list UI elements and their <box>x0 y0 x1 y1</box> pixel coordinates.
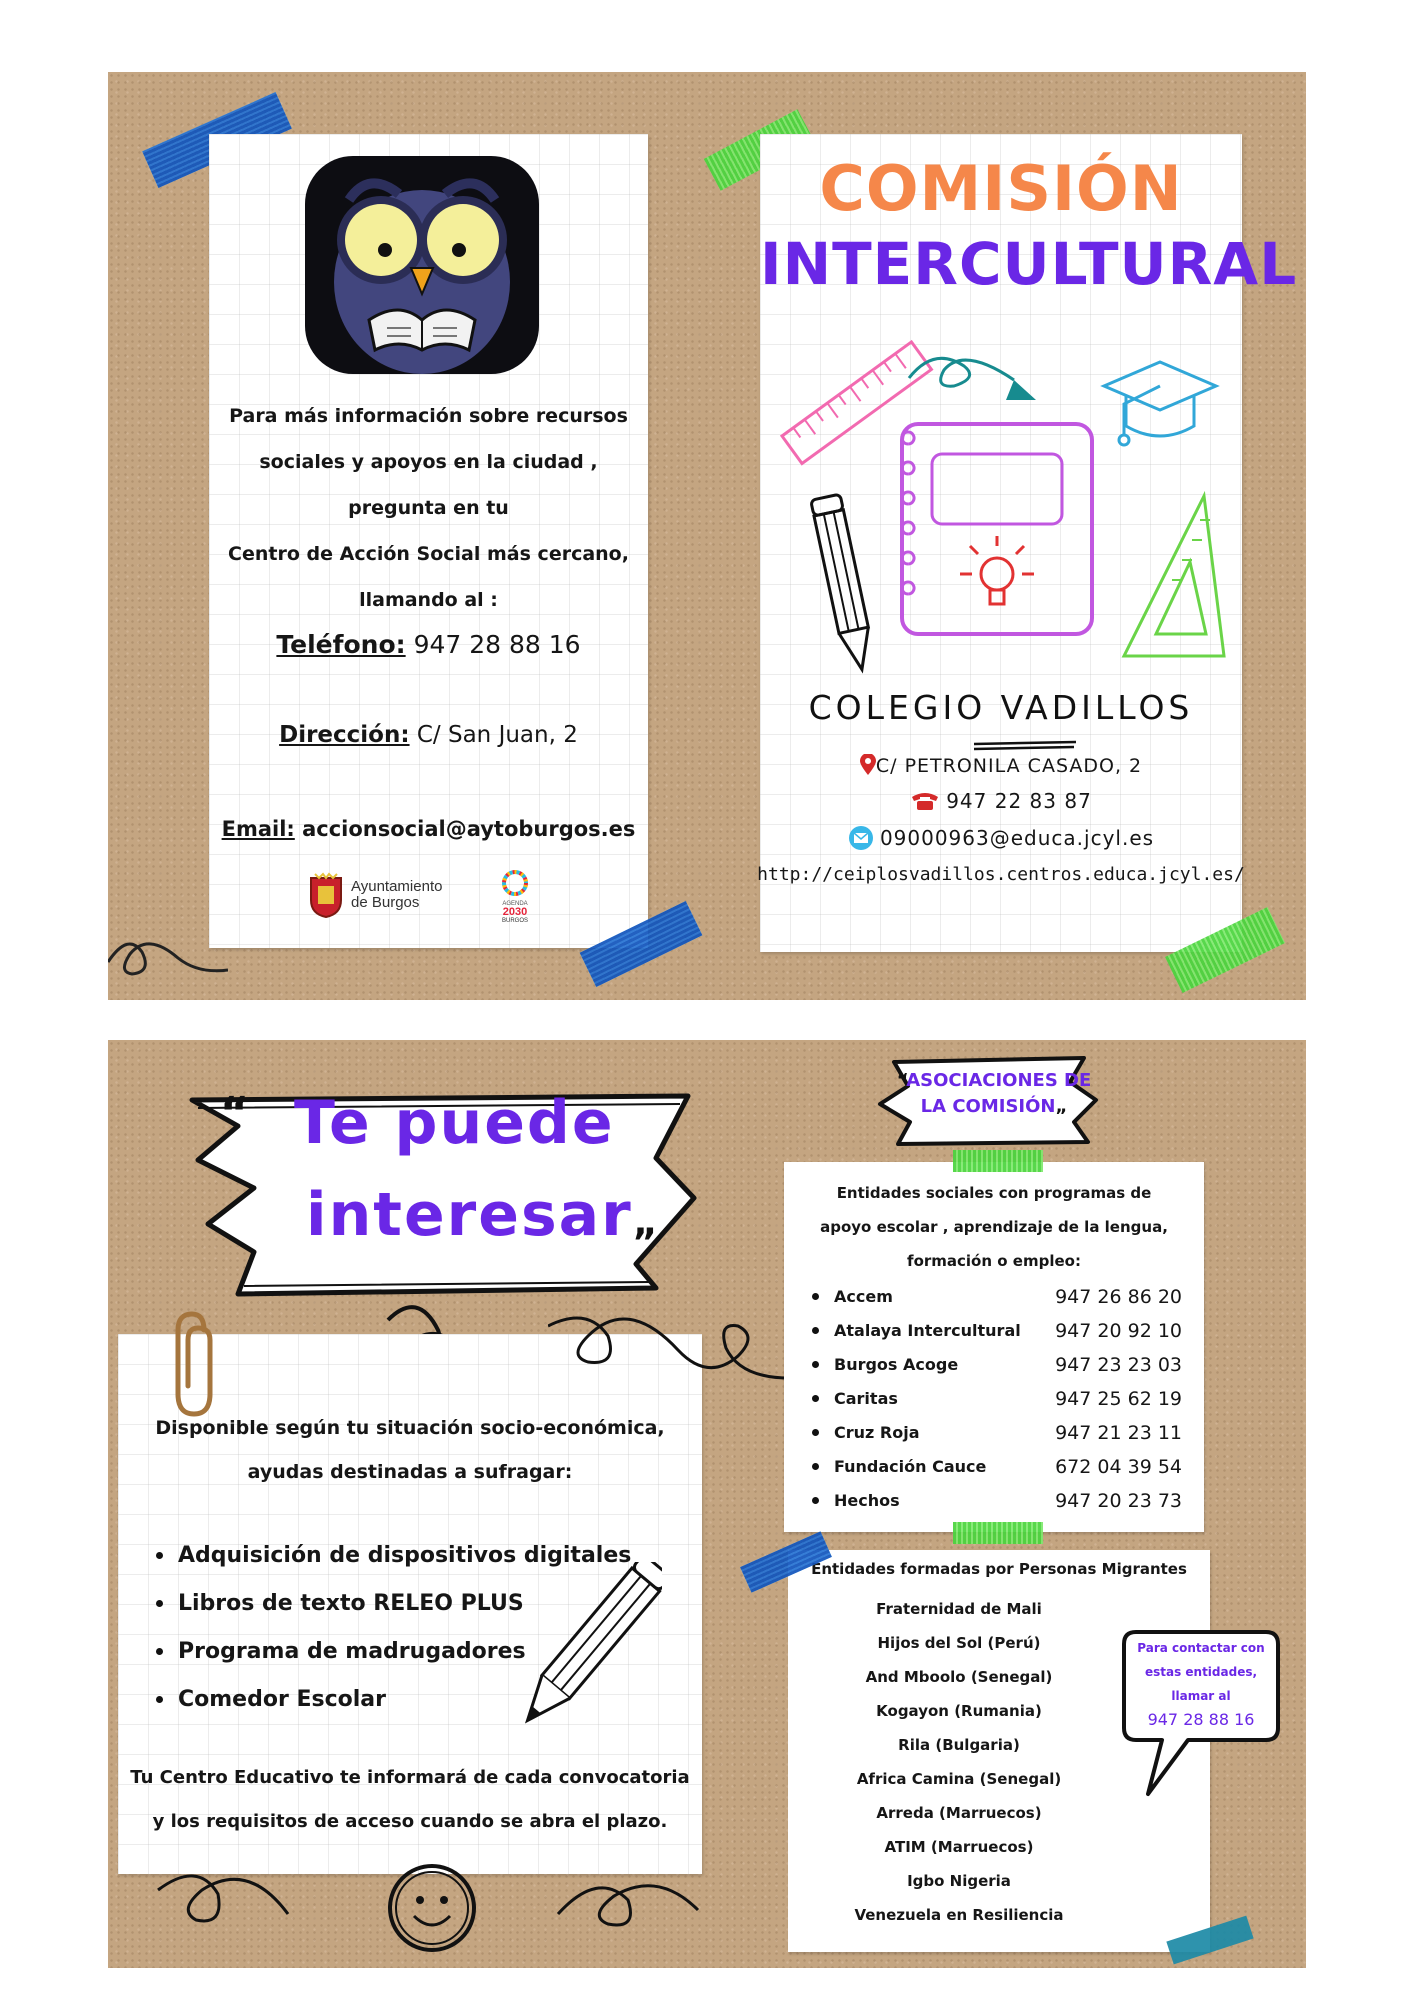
ayuntamiento-logo <box>309 870 442 920</box>
entity-phone: 947 23 23 03 <box>1055 1354 1182 1376</box>
aid-item: Adquisición de dispositivos digitales <box>178 1532 631 1580</box>
entity-row <box>834 1484 1182 1518</box>
address-value: C/ San Juan, 2 <box>409 722 578 748</box>
pencil-illustration <box>522 1562 662 1752</box>
associations-header-line1 <box>874 1068 1114 1094</box>
agenda-year: 2030 <box>502 906 528 918</box>
associations-header-line2 <box>874 1094 1114 1120</box>
map-pin-icon <box>860 754 876 776</box>
tape-green-social-top <box>953 1150 1043 1172</box>
brochure-inner-spread <box>108 1040 1306 1968</box>
address-line <box>209 722 648 748</box>
aids-intro-line: ayudas destinadas a sufragar: <box>247 1461 573 1483</box>
entity-phone: 947 26 86 20 <box>1055 1286 1182 1308</box>
migrant-entity: Igbo Nigeria <box>907 1872 1011 1890</box>
paperclip-icon <box>170 1310 220 1420</box>
speech-bubble-text <box>1124 1636 1278 1732</box>
school-supplies-illustration <box>774 306 1234 686</box>
banner-title-line1: Te puede <box>294 1088 615 1158</box>
ayuntamiento-logo-line1: Ayuntamiento <box>351 878 443 895</box>
banner-close-quote: „ <box>632 1200 660 1244</box>
migrant-entity: Hijos del Sol (Perú) <box>877 1634 1041 1652</box>
migrant-entity: Africa Camina (Senegal) <box>856 1770 1062 1788</box>
entity-name: Atalaya Intercultural <box>834 1321 1021 1340</box>
school-email-line <box>760 825 1242 851</box>
cover-title-line1: COMISIÓN <box>819 152 1183 225</box>
info-text-block <box>209 393 648 623</box>
social-entities-list <box>834 1280 1182 1518</box>
entity-name: Accem <box>834 1287 893 1306</box>
tape-green-social-bottom <box>953 1522 1043 1544</box>
migrant-entity: ATIM (Marruecos) <box>884 1838 1034 1856</box>
phone-line <box>209 630 648 659</box>
school-name-underline <box>970 738 1080 752</box>
phone-label: Teléfono: <box>276 630 406 659</box>
burgos-coat-of-arms-icon <box>309 872 343 918</box>
migrant-entity: Rila (Bulgaria) <box>898 1736 1020 1754</box>
migrant-entity: Arreda (Marruecos) <box>876 1804 1042 1822</box>
banner-open-quote: “ <box>220 1088 249 1139</box>
info-line: Para más información sobre recursos <box>229 405 628 427</box>
entity-name: Fundación Cauce <box>834 1457 987 1476</box>
telephone-icon <box>910 791 940 811</box>
info-line: llamando al : <box>359 589 498 611</box>
entity-phone: 947 25 62 19 <box>1055 1388 1182 1410</box>
associations-header <box>874 1068 1114 1120</box>
aid-item: Programa de madrugadores <box>178 1628 631 1676</box>
entity-row <box>834 1348 1182 1382</box>
social-intro-line: formación o empleo: <box>907 1252 1081 1270</box>
aid-item: Comedor Escolar <box>178 1676 631 1724</box>
migrant-entity: And Mboolo (Senegal) <box>865 1668 1053 1686</box>
owl-reading-illustration <box>299 150 545 380</box>
banner-title-word: interesar <box>306 1180 633 1250</box>
bubble-line: Para contactar con <box>1137 1641 1265 1655</box>
associations-close-quote: „ <box>1055 1096 1068 1117</box>
migrant-entity: Venezuela en Resiliencia <box>854 1906 1064 1924</box>
phone-value: 947 28 88 16 <box>405 630 581 659</box>
bubble-line: llamar al <box>1171 1689 1231 1703</box>
associations-header-text2: LA COMISIÓN <box>920 1096 1056 1117</box>
cover-title-line2: INTERCULTURAL <box>760 230 1298 298</box>
sdg-wheel-icon <box>502 870 528 896</box>
agenda-city: BURGOS <box>501 918 528 924</box>
entity-phone: 947 21 23 11 <box>1055 1422 1182 1444</box>
email-label: Email: <box>221 817 295 841</box>
squiggle-doodle <box>108 912 228 1000</box>
aids-footer-line: Tu Centro Educativo te informará de cada convocatoria <box>130 1767 690 1788</box>
aid-item: Libros de texto RELEO PLUS <box>178 1580 631 1628</box>
entity-name: Cruz Roja <box>834 1423 920 1442</box>
entity-phone: 947 20 92 10 <box>1055 1320 1182 1342</box>
migrant-title: Entidades formadas por Personas Migrantes <box>811 1560 1187 1578</box>
email-line <box>209 817 648 841</box>
entity-phone: 672 04 39 54 <box>1055 1456 1182 1478</box>
aids-footer <box>118 1756 702 1844</box>
school-address-line <box>760 754 1242 777</box>
entity-row <box>834 1382 1182 1416</box>
social-intro-line: apoyo escolar , aprendizaje de la lengua, <box>820 1218 1168 1236</box>
entity-name: Burgos Acoge <box>834 1355 959 1374</box>
banner-title-line2 <box>306 1180 660 1250</box>
agenda-2030-logo <box>493 870 537 924</box>
entity-row <box>834 1450 1182 1484</box>
social-intro-line: Entidades sociales con programas de <box>836 1184 1152 1202</box>
school-email[interactable]: 09000963@educa.jcyl.es <box>879 826 1155 850</box>
ayuntamiento-logo-line2: de Burgos <box>351 894 420 911</box>
email-icon <box>848 825 874 851</box>
entity-name: Caritas <box>834 1389 898 1408</box>
info-panel <box>209 134 648 948</box>
school-address: C/ PETRONILA CASADO, 2 <box>875 755 1143 777</box>
school-website[interactable]: http://ceiplosvadillos.centros.educa.jcyl.es/ <box>757 864 1245 885</box>
entity-name: Hechos <box>834 1491 900 1510</box>
cover-panel <box>757 134 1298 952</box>
bubble-line: estas entidades, <box>1144 1665 1258 1679</box>
curl-doodle-right <box>548 1296 818 1416</box>
migrant-entity: Kogayon (Rumania) <box>876 1702 1042 1720</box>
social-entities-panel <box>784 1162 1204 1532</box>
migrant-entities-list <box>748 1592 1170 1932</box>
brochure-outer-spread <box>108 72 1306 1000</box>
bubble-phone: 947 28 88 16 <box>1147 1710 1255 1729</box>
school-phone-line <box>760 789 1242 813</box>
aids-intro-line: Disponible según tu situación socio-económica, <box>155 1417 665 1439</box>
entity-phone: 947 20 23 73 <box>1055 1490 1182 1512</box>
associations-header-text1: ASOCIACIONES DE <box>906 1070 1092 1091</box>
info-line: pregunta en tu <box>348 497 509 519</box>
entity-row <box>834 1314 1182 1348</box>
smiley-face-icon <box>384 1860 480 1956</box>
info-line: sociales y apoyos en la ciudad , <box>259 451 598 473</box>
email-value[interactable]: accionsocial@aytoburgos.es <box>294 817 636 841</box>
entity-row <box>834 1280 1182 1314</box>
school-name: COLEGIO VADILLOS <box>808 688 1194 727</box>
school-phone: 947 22 83 87 <box>946 789 1092 813</box>
entity-row <box>834 1416 1182 1450</box>
associations-open-quote: “ <box>896 1070 907 1091</box>
social-intro <box>784 1176 1204 1278</box>
info-line: Centro de Acción Social más cercano, <box>228 543 629 565</box>
migrant-entity: Fraternidad de Mali <box>876 1600 1042 1618</box>
address-label: Dirección: <box>279 722 410 748</box>
agenda-label: AGENDA <box>502 901 528 907</box>
aids-footer-line: y los requisitos de acceso cuando se abra el plazo. <box>152 1811 668 1832</box>
